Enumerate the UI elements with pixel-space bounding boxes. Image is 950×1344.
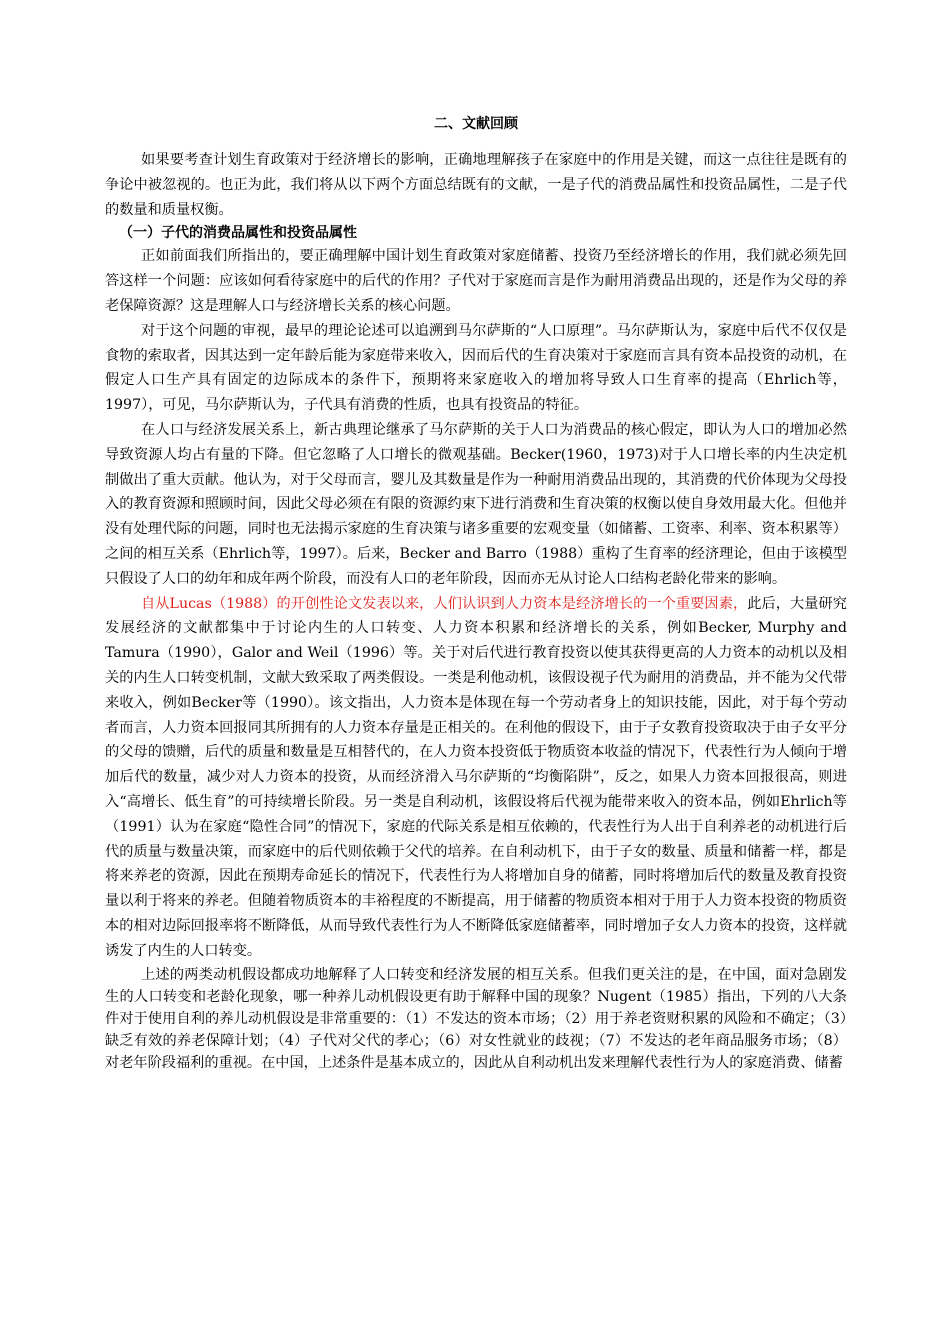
paragraph-5: 上述的两类动机假设都成功地解释了人口转变和经济发展的相互关系。但我们更关注的是，在中国，面对急剧发生的人口转变和老龄化现象，哪一种养儿动机假设更有助于解释中国的现象？Nugent（1985）指出，下列的八大条件对于使用自利的养儿动机假设是非常重要的：（1）不发达的资本市场；（2）用于养老资财积累的风险和不确定；（3）缺乏有效的养老保障计划；（4）子代对父代的孝心；（6）对女性就业的歧视；（7）不发达的老年商品服务市场；（8）对老年阶段福利的重视。在中国，上述条件是基本成立的，因此从自利动机出发来理解代表性行为人的家庭消费、储蓄	[105, 966, 847, 1071]
highlighted-sentence: 自从Lucas（1988）的开创性论文发表以来，人们认识到人力资本是经济增长的一个重要因素，	[141, 595, 748, 612]
paragraph-4-rest: 此后，大量研究发展经济的文献都集中于讨论内生的人口转变、人力资本积累和经济增长的关系，例如Becker, Murphy and Tamura（1990），Galor and Weil（1996）等。关于对后代进行教育投资以使其获得更高的人力资本的动机以及相关的内生人口转变机制，文献大致采取了两类假设。一类是利他动机，该假设视子代为耐用的消费品，并不能为父代带来收入，例如Becker等（1990）。该文指出，人力资本是体现在每一个劳动者身上的知识技能，因此，对于每个劳动者而言，人力资本回报同其所拥有的人力资本存量是正相关的。在利他的假设下，由于子女教育投资取决于由子女平分的父母的馈赠，后代的质量和数量是互相替代的，在人力资本投资低于物质资本收益的情况下，代表性行为人倾向于增加后代的数量，减少对人力资本的投资，从而经济滑入马尔萨斯的“均衡陷阱”，反之，如果人力资本回报很高，则进入“高增长、低生育”的可持续增长阶段。另一类是自利动机，该假设将后代视为能带来收入的资本品，例如Ehrlich等（1991）认为在家庭“隐性合同”的情况下，家庭的代际关系是相互依赖的，代表性行为人出于自利养老的动机进行后代的质量与数量决策，而家庭中的后代则依赖于父代的培养。在自利动机下，由于子女的数量、质量和储蓄一样，都是将来养老的资源，因此在预期寿命延长的情况下，代表性行为人将增加自身的储蓄，同时将增加后代的数量及教育投资量以利于将来的养老。但随着物质资本的丰裕程度的不断提高，用于储蓄的物质资本相对于用于人力资本投资的物质资本的相对边际回报率将不断降低，从而导致代表性行为人不断降低家庭储蓄率，同时增加子女人力资本的投资，这样就诱发了内生的人口转变。	[105, 595, 847, 959]
paragraph-intro: 如果要考查计划生育政策对于经济增长的影响，正确地理解孩子在家庭中的作用是关键，而这一点往往是既有的争论中被忽视的。也正为此，我们将从以下两个方面总结既有的文献，一是子代的消费品属性和投资品属性，二是子代的数量和质量权衡。	[105, 152, 847, 218]
paragraph-2: 对于这个问题的审视，最早的理论论述可以追溯到马尔萨斯的“人口原理”。马尔萨斯认为，家庭中后代不仅仅是食物的索取者，因其达到一定年龄后能为家庭带来收入，因而后代的生育决策对于家庭而言具有资本品投资的动机，在假定人口生产具有固定的边际成本的条件下，预期将来家庭收入的增加将导致人口生育率的提高（Ehrlich等，1997），可见，马尔萨斯认为，子代具有消费的性质，也具有投资品的特征。	[105, 322, 847, 414]
paragraph-1: 正如前面我们所指出的，要正确理解中国计划生育政策对家庭储蓄、投资乃至经济增长的作用，我们就必须先回答这样一个问题：应该如何看待家庭中的后代的作用？子代对于家庭而言是作为耐用消费品出现的，还是作为父母的养老保障资源？这是理解人口与经济增长关系的核心问题。	[105, 248, 847, 314]
paragraph-3: 在人口与经济发展关系上，新古典理论继承了马尔萨斯的关于人口为消费品的核心假定，即认为人口的增加必然导致资源人均占有量的下降。但它忽略了人口增长的微观基础。Becker(1960，1973)对于人口增长率的内生决定机制做出了重大贡献。他认为，对于父母而言，婴儿及其数量是作为一种耐用消费品出现的，其消费的代价体现为父母投入的教育资源和照顾时间，因此父母必须在有限的资源约束下进行消费和生育决策的权衡以使自身效用最大化。但他并没有处理代际的问题，同时也无法揭示家庭的生育决策与诸多重要的宏观变量（如储蓄、工资率、利率、资本积累等）之间的相互关系（Ehrlich等，1997）。后来，Becker and Barro（1988）重构了生育率的经济理论，但由于该模型只假设了人口的幼年和成年两个阶段，而没有人口的老年阶段，因而亦无从讨论人口结构老龄化带来的影响。	[105, 421, 847, 587]
document-page	[105, 112, 847, 1074]
subsection-title: （一）子代的消费品属性和投资品属性	[119, 225, 357, 242]
paragraph-4	[105, 592, 847, 964]
section-title: 二、文献回顾	[434, 116, 518, 132]
